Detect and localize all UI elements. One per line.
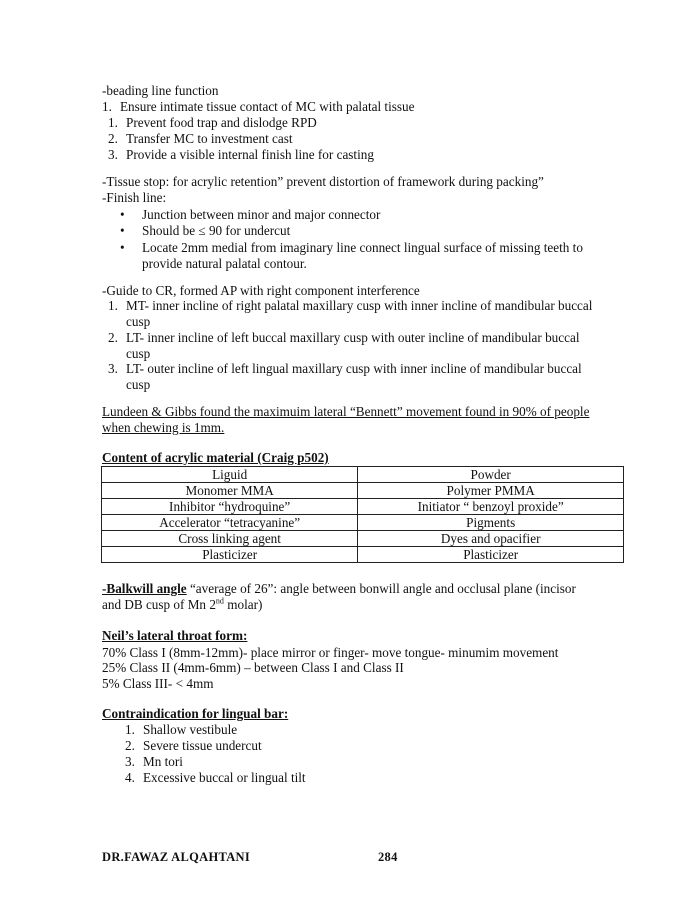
list-number: 1. (108, 298, 118, 313)
list-number: 1. (108, 115, 118, 130)
footer-author: DR.FAWAZ ALQAHTANI (102, 850, 251, 864)
list-text: LT- inner incline of left buccal maxillary cusp with outer incline of mandibular buccal (126, 330, 580, 345)
lundeen-line-2: when chewing is 1mm. (102, 420, 225, 435)
list-item (102, 99, 414, 115)
bullet-text: Locate 2mm medial from imaginary line connect lingual surface of missing teeth to (142, 240, 583, 255)
lundeen-line-1: Lundeen & Gibbs found the maximuim lateral “Bennett” movement found in 90% of people (102, 404, 590, 419)
list-number: 2. (108, 131, 118, 146)
bullet-text: Junction between minor and major connector (142, 207, 381, 222)
neil-line: 5% Class III- < 4mm (102, 676, 214, 691)
tissue-stop-line: -Tissue stop: for acrylic retention” prevent distortion of framework during packing” (102, 174, 544, 189)
table-row (102, 483, 624, 499)
bullet-item (120, 223, 290, 239)
table-cell: Cross linking agent (102, 531, 358, 547)
list-item (108, 131, 293, 147)
table-row (102, 531, 624, 547)
list-item (125, 770, 306, 786)
table-row (102, 515, 624, 531)
list-item (125, 754, 183, 770)
balkwill-term: -Balkwill angle (102, 581, 187, 596)
balkwill-text: and DB cusp of Mn 2 (102, 597, 216, 612)
list-text: Shallow vestibule (143, 722, 238, 737)
list-number: 1. (125, 722, 135, 737)
table-cell: Accelerator “tetracyanine” (102, 515, 358, 531)
balkwill-line-2 (102, 597, 262, 613)
table-cell: Initiator “ benzoyl proxide” (358, 499, 624, 515)
list-text: Mn tori (143, 754, 183, 769)
list-continuation: cusp (126, 346, 151, 361)
acrylic-table-title: Content of acrylic material (Craig p502) (102, 450, 329, 465)
table-header-row (102, 467, 624, 483)
list-item (108, 361, 582, 377)
balkwill-line-1 (102, 581, 576, 597)
page-number: 284 (378, 850, 398, 864)
list-text: Transfer MC to investment cast (126, 131, 293, 146)
neil-line: 70% Class I (8mm-12mm)- place mirror or finger- move tongue- minumim movement (102, 645, 559, 660)
list-item (108, 115, 317, 131)
list-text: Severe tissue undercut (143, 738, 262, 753)
list-text: LT- outer incline of left lingual maxillary cusp with inner incline of mandibular buccal (126, 361, 582, 376)
guide-heading: -Guide to CR, formed AP with right component interference (102, 283, 420, 298)
superscript: nd (215, 596, 224, 606)
table-cell: Pigments (358, 515, 624, 531)
bullet-icon: • (120, 223, 125, 238)
table-cell: Plasticizer (358, 547, 624, 563)
list-number: 4. (125, 770, 135, 785)
list-text: Prevent food trap and dislodge RPD (126, 115, 317, 130)
list-text: Provide a visible internal finish line for casting (126, 147, 374, 162)
balkwill-definition: “average of 26”: angle between bonwill angle and occlusal plane (incisor (186, 581, 576, 596)
bullet-item (120, 240, 583, 256)
table-cell: Polymer PMMA (358, 483, 624, 499)
list-number: 2. (108, 330, 118, 345)
list-number: 3. (108, 147, 118, 162)
list-text: Ensure intimate tissue contact of MC with palatal tissue (120, 99, 415, 114)
beading-heading: -beading line function (102, 83, 219, 98)
balkwill-text: molar) (223, 597, 263, 612)
acrylic-content-table (101, 466, 624, 563)
neil-heading: Neil’s lateral throat form: (102, 628, 248, 643)
list-number: 3. (108, 361, 118, 376)
list-number: 3. (125, 754, 135, 769)
list-number: 2. (125, 738, 135, 753)
list-text: MT- inner incline of right palatal maxillary cusp with inner incline of mandibular buccal (126, 298, 593, 313)
table-cell: Dyes and opacifier (358, 531, 624, 547)
list-continuation: cusp (126, 377, 151, 392)
table-row (102, 547, 624, 563)
bullet-icon: • (120, 207, 125, 222)
table-cell: Plasticizer (102, 547, 358, 563)
list-continuation: cusp (126, 314, 151, 329)
list-item (125, 722, 237, 738)
list-text: Excessive buccal or lingual tilt (143, 770, 306, 785)
finish-line-heading: -Finish line: (102, 190, 167, 205)
table-row (102, 499, 624, 515)
bullet-icon: • (120, 240, 125, 255)
bullet-continuation: provide natural palatal contour. (142, 256, 307, 271)
table-cell: Monomer MMA (102, 483, 358, 499)
list-number: 1. (102, 99, 112, 114)
list-item (108, 147, 374, 163)
contra-heading: Contraindication for lingual bar: (102, 706, 289, 721)
bullet-text: Should be ≤ 90 for undercut (142, 223, 291, 238)
list-item (108, 298, 592, 314)
neil-line: 25% Class II (4mm-6mm) – between Class I and Class II (102, 660, 404, 675)
list-item (108, 330, 579, 346)
table-header-cell: Liguid (102, 467, 358, 483)
list-item (125, 738, 262, 754)
bullet-item (120, 207, 380, 223)
table-header-cell: Powder (358, 467, 624, 483)
table-cell: Inhibitor “hydroquine” (102, 499, 358, 515)
